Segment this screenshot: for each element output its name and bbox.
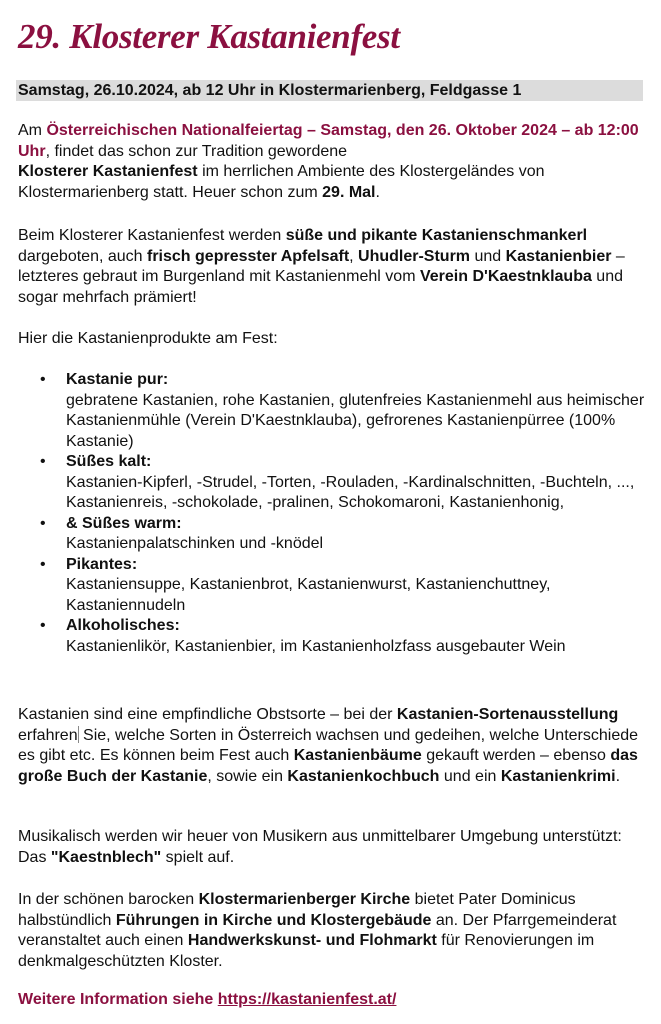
text: – letzteres gebraut im Burgenland mit Kastanienmehl vom bbox=[18, 247, 625, 285]
text: . bbox=[615, 767, 621, 785]
church-paragraph bbox=[18, 890, 648, 972]
text: . bbox=[375, 183, 380, 201]
text: und sogar mehrfach prämiert! bbox=[18, 268, 623, 306]
text: im herrlichen Ambiente des Klostergeländes von Klostermarienberg statt. Heuer schon zum bbox=[18, 163, 545, 201]
text: und bbox=[470, 247, 506, 265]
product-category: Süßes kalt: bbox=[66, 453, 152, 470]
text: Musikalisch werden wir heuer von Musikern aus unmittelbarer Umgebung unterstützt: Das bbox=[18, 828, 622, 866]
bullet-icon: • bbox=[40, 453, 46, 470]
bullet-icon: • bbox=[40, 514, 46, 532]
bold-text: Kastanienkrimi bbox=[500, 767, 616, 785]
text: dargeboten, auch bbox=[18, 247, 147, 265]
product-items: Kastanienlikör, Kastanienbier, im Kastanienholzfass ausgebauter Wein bbox=[66, 637, 566, 655]
bold-text: frisch gepresster Apfelsaft bbox=[147, 247, 350, 265]
intro-paragraph bbox=[18, 121, 648, 203]
bold-text: Führungen in Kirche und Klostergebäude bbox=[115, 911, 432, 929]
national-holiday-highlight: Österreichischen Nationalfeiertag – Samstag, den 26. Oktober 2024 – ab 12:00 Uhr bbox=[18, 122, 639, 160]
product-category: & Süßes warm: bbox=[66, 514, 182, 532]
more-info-label: Weitere Information siehe bbox=[18, 991, 218, 1008]
bold-text: Kastanien-Sortenausstellung bbox=[396, 706, 619, 723]
list-item bbox=[18, 616, 648, 657]
bullet-icon: • bbox=[40, 371, 46, 388]
bold-text: Kastanienkochbuch bbox=[287, 767, 440, 785]
text: In der schönen barocken bbox=[18, 891, 199, 908]
text: Kastanien sind eine empfindliche Obstsorte – bei der bbox=[18, 706, 397, 723]
bold-text: Handwerkskunst- und Flohmarkt bbox=[187, 932, 437, 949]
bold-text: das große Buch der Kastanie bbox=[18, 747, 638, 785]
text: für Renovierungen im denkmalgeschützten Kloster. bbox=[18, 932, 595, 970]
bullet-icon: • bbox=[40, 617, 46, 634]
text: , bbox=[349, 247, 359, 265]
product-category: Alkoholisches: bbox=[66, 617, 180, 634]
product-items: Kastanien-Kipferl, -Strudel, -Torten, -Rouladen, -Kardinalschnitten, -Buchteln, ..., Kastanienreis, -schokolade, -pralinen, Schokomaroni, Kastanienhonig, bbox=[66, 473, 635, 511]
event-date-bar: Samstag, 26.10.2024, ab 12 Uhr in Klostermarienberg, Feldgasse 1 bbox=[16, 80, 643, 101]
bold-text: Kastanienbäume bbox=[293, 747, 422, 764]
product-items: Kastaniensuppe, Kastanienbrot, Kastanienwurst, Kastanienchuttney, Kastaniennudeln bbox=[66, 576, 551, 614]
offer-paragraph bbox=[18, 226, 648, 308]
festival-name: Klosterer Kastanienfest bbox=[18, 163, 198, 180]
list-item bbox=[18, 555, 648, 617]
text: gekauft werden – ebenso bbox=[421, 747, 611, 764]
text: , sowie ein bbox=[207, 767, 288, 785]
bold-text: Kastanienbier bbox=[505, 247, 612, 265]
edition-count: 29. Mal bbox=[322, 183, 376, 201]
text: an. Der Pfarrgemeinderat veranstaltet auch einen bbox=[18, 911, 617, 949]
band-name: "Kaestnblech" bbox=[50, 848, 162, 866]
product-category: Kastanie pur: bbox=[66, 371, 169, 388]
list-item bbox=[18, 370, 648, 452]
bold-text: süße und pikante Kastanienschmankerl bbox=[285, 227, 588, 244]
website-link[interactable]: https://kastanienfest.at/ bbox=[217, 991, 397, 1008]
bullet-icon: • bbox=[40, 555, 46, 573]
bold-text: Uhudler-Sturm bbox=[358, 247, 471, 265]
text: Beim Klosterer Kastanienfest werden bbox=[18, 227, 286, 244]
more-info bbox=[18, 990, 648, 1011]
bold-text: Klostermarienberger Kirche bbox=[198, 891, 411, 908]
list-item bbox=[18, 452, 648, 514]
text: spielt auf. bbox=[161, 848, 235, 866]
product-list bbox=[18, 370, 648, 657]
text: Am bbox=[18, 122, 47, 139]
list-item bbox=[18, 514, 648, 555]
music-paragraph bbox=[18, 827, 648, 868]
bold-text: Verein D'Kaestnklauba bbox=[419, 268, 592, 285]
products-intro: Hier die Kastanienprodukte am Fest: bbox=[18, 330, 278, 347]
product-items: gebratene Kastanien, rohe Kastanien, glutenfreies Kastanienmehl aus heimischer Kastanienmühle (Verein D'Kaestnklauba), gefrorenes Kastanienpürree (100% Kastanie) bbox=[66, 391, 645, 450]
product-category: Pikantes: bbox=[66, 555, 138, 573]
product-items: Kastanienpalatschinken und -knödel bbox=[66, 535, 324, 552]
text: und ein bbox=[439, 767, 501, 785]
text: Sie, welche Sorten in Österreich wachsen und gedeihen, welche Unterschiede es gibt etc. Es können beim Fest auch bbox=[18, 726, 639, 764]
text: , findet das schon zur Tradition gewordene bbox=[45, 142, 348, 160]
page-title: 29. Klosterer Kastanienfest bbox=[18, 17, 400, 56]
text: erfahren bbox=[18, 726, 78, 744]
text: bietet Pater Dominicus halbstündlich bbox=[18, 891, 576, 929]
varieties-paragraph bbox=[18, 705, 648, 787]
